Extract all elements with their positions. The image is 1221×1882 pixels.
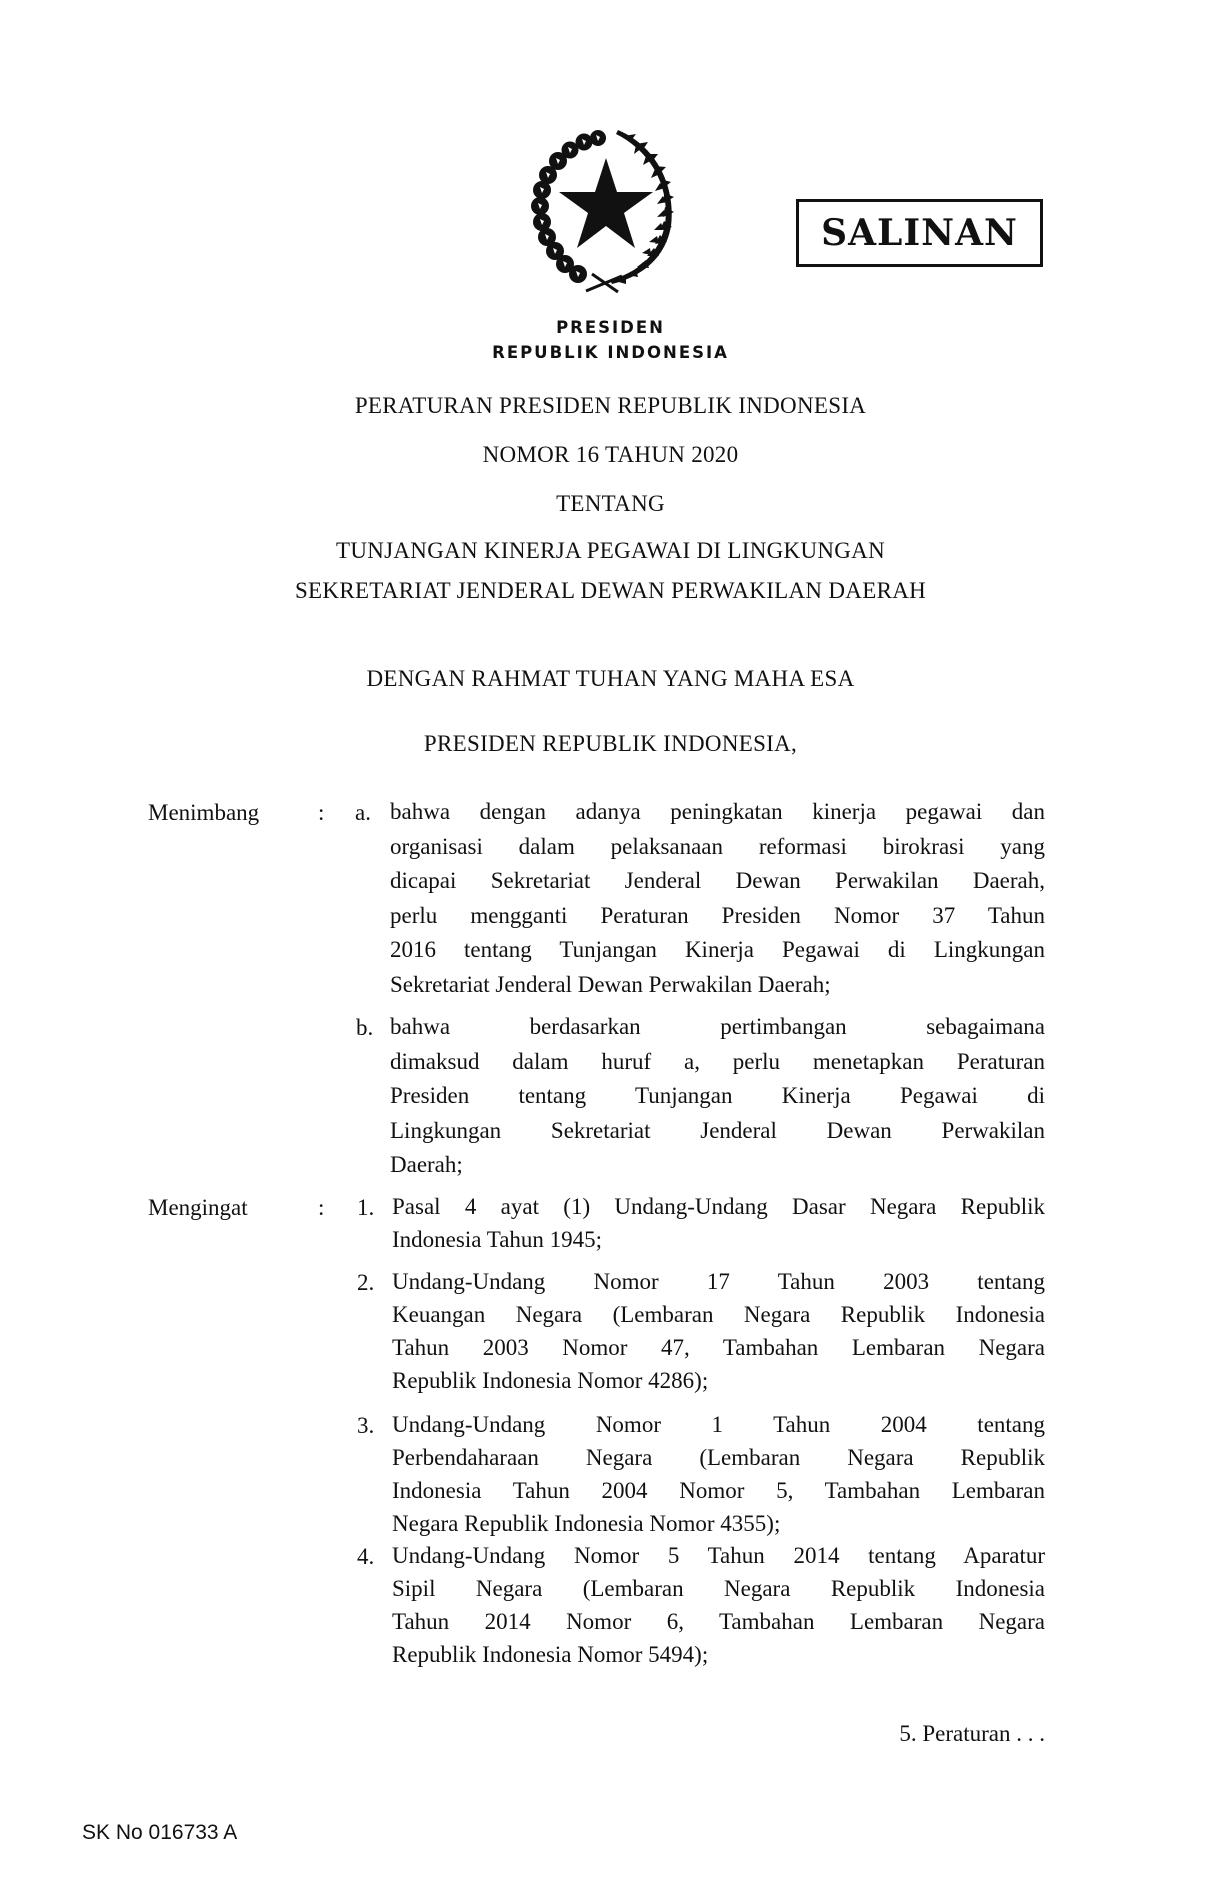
regulation-title: PERATURAN PRESIDEN REPUBLIK INDONESIA bbox=[354, 393, 867, 418]
text-line: Undang-Undang Nomor 1 Tahun 2004 tentang bbox=[392, 1412, 1045, 1437]
text-line: Indonesia Tahun 1945; bbox=[392, 1227, 603, 1252]
next-page-continuation: 5. Peraturan . . . bbox=[899, 1721, 1045, 1746]
item-marker: 3. bbox=[357, 1413, 375, 1438]
text-line: Negara Republik Indonesia Nomor 4355); bbox=[392, 1511, 781, 1536]
regulation-subject-line-2: SEKRETARIAT JENDERAL DEWAN PERWAKILAN DAERAH bbox=[294, 578, 927, 603]
item-marker: 2. bbox=[357, 1270, 375, 1295]
text-line: Sipil Negara (Lembaran Negara Republik Indonesia bbox=[392, 1576, 1045, 1601]
text-line: Perbendaharaan Negara (Lembaran Negara Republik bbox=[392, 1445, 1045, 1470]
text-line: Undang-Undang Nomor 5 Tahun 2014 tentang Aparatur bbox=[392, 1543, 1045, 1568]
mengingat-item-3 bbox=[392, 1408, 1045, 1540]
text-line: 2016 tentang Tunjangan Kinerja Pegawai di Lingkungan bbox=[390, 937, 1045, 962]
text-line: perlu mengganti Peraturan Presiden Nomor 37 Tahun bbox=[390, 902, 1045, 928]
text-line: Pasal 4 ayat (1) Undang-Undang Dasar Negara Republik bbox=[392, 1194, 1045, 1219]
salinan-stamp bbox=[796, 199, 1043, 267]
letterhead-line-republik: REPUBLIK INDONESIA bbox=[492, 343, 729, 362]
text-line: Republik Indonesia Nomor 5494); bbox=[392, 1642, 709, 1667]
item-marker: a. bbox=[355, 800, 371, 825]
mengingat-item-1 bbox=[392, 1190, 1045, 1256]
item-marker: b. bbox=[356, 1015, 374, 1040]
presidential-emblem-icon bbox=[526, 126, 686, 294]
menimbang-colon: : bbox=[318, 800, 325, 825]
text-line: Lingkungan Sekretariat Jenderal Dewan Perwakilan bbox=[390, 1117, 1045, 1143]
text-line: dicapai Sekretariat Jenderal Dewan Perwakilan Daerah, bbox=[390, 868, 1045, 893]
text-line: Indonesia Tahun 2004 Nomor 5, Tambahan Lembaran bbox=[392, 1478, 1045, 1503]
item-marker: 4. bbox=[357, 1544, 375, 1569]
text-line: Sekretariat Jenderal Dewan Perwakilan Daerah; bbox=[390, 971, 831, 997]
menimbang-item-b bbox=[390, 1010, 1045, 1183]
serial-number: SK No 016733 A bbox=[82, 1821, 238, 1844]
text-line: Republik Indonesia Nomor 4286); bbox=[392, 1368, 709, 1393]
authority: PRESIDEN REPUBLIK INDONESIA, bbox=[423, 731, 798, 756]
mengingat-item-2 bbox=[392, 1265, 1045, 1397]
text-line: Presiden tentang Tunjangan Kinerja Pegawai di bbox=[390, 1083, 1045, 1108]
regulation-tentang: TENTANG bbox=[556, 491, 665, 516]
text-line: Tahun 2003 Nomor 47, Tambahan Lembaran Negara bbox=[392, 1335, 1045, 1360]
letterhead-line-presiden: PRESIDEN bbox=[556, 318, 665, 337]
text-line: Undang-Undang Nomor 17 Tahun 2003 tentang bbox=[392, 1269, 1045, 1294]
mengingat-item-4 bbox=[392, 1539, 1045, 1671]
menimbang-item-a bbox=[390, 795, 1045, 1002]
invocation: DENGAN RAHMAT TUHAN YANG MAHA ESA bbox=[366, 666, 855, 691]
item-marker: 1. bbox=[357, 1195, 375, 1220]
stamp-label: SALINAN bbox=[821, 212, 1018, 254]
menimbang-label: Menimbang bbox=[148, 800, 260, 825]
text-line: bahwa dengan adanya peningkatan kinerja pegawai dan bbox=[390, 799, 1045, 824]
text-line: Tahun 2014 Nomor 6, Tambahan Lembaran Negara bbox=[392, 1609, 1045, 1634]
mengingat-label: Mengingat bbox=[148, 1195, 248, 1220]
mengingat-colon: : bbox=[318, 1195, 325, 1220]
regulation-number: NOMOR 16 TAHUN 2020 bbox=[482, 442, 739, 467]
text-line: Keuangan Negara (Lembaran Negara Republik Indonesia bbox=[392, 1302, 1045, 1327]
text-line: bahwa berdasarkan pertimbangan sebagaimana bbox=[390, 1014, 1045, 1039]
text-line: dimaksud dalam huruf a, perlu menetapkan Peraturan bbox=[390, 1048, 1045, 1074]
text-line: organisasi dalam pelaksanaan reformasi birokrasi yang bbox=[390, 833, 1045, 859]
regulation-subject-line-1: TUNJANGAN KINERJA PEGAWAI DI LINGKUNGAN bbox=[335, 538, 886, 563]
text-line: Daerah; bbox=[390, 1152, 463, 1177]
